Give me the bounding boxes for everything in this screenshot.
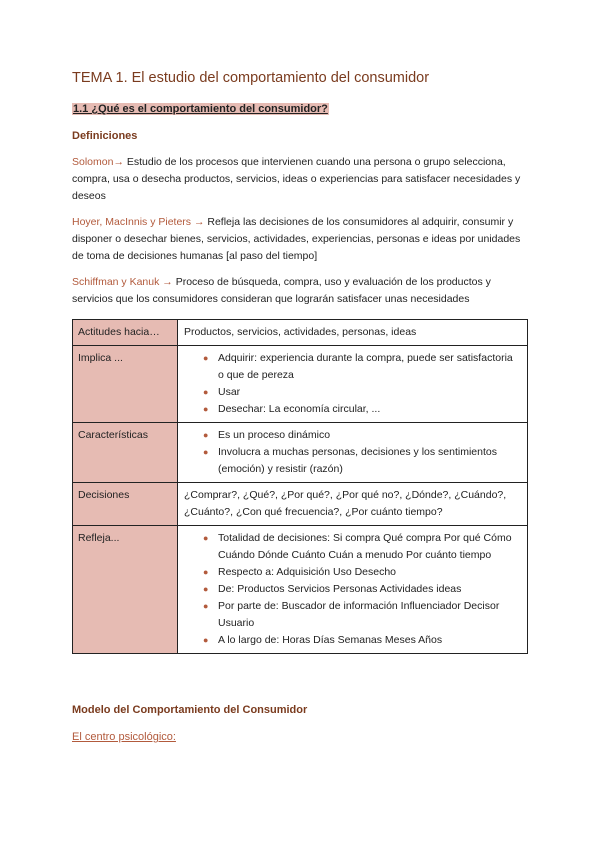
list-item: ● De: Productos Servicios Personas Actividades ideas	[184, 581, 521, 598]
row-label: Actitudes hacia…	[73, 320, 178, 346]
table-row	[73, 346, 528, 423]
list-item: ● Por parte de: Buscador de información Influenciador Decisor Usuario	[203, 600, 500, 629]
bullet-list	[184, 350, 521, 418]
bullet-icon: ●	[203, 404, 209, 414]
list-item: ● Desechar: La economía circular, ...	[184, 401, 521, 418]
definition-author: Solomon→	[72, 156, 124, 168]
centro-psicologico-link: El centro psicológico:	[72, 731, 176, 743]
bullet-list	[184, 427, 521, 478]
row-label: Características	[73, 423, 178, 483]
table-row	[73, 320, 528, 346]
list-item: ● A lo largo de: Horas Días Semanas Meses Años	[184, 632, 521, 649]
row-label: Implica ...	[73, 346, 178, 423]
bullet-icon: ●	[203, 567, 209, 577]
row-label: Refleja...	[73, 526, 178, 654]
definitions-heading: Definiciones	[72, 130, 138, 142]
bullet-list	[184, 530, 521, 649]
definition-hoyer	[72, 214, 528, 265]
definition-text: Refleja las decisiones de los consumidores al adquirir, consumir y disponer o desechar bienes, servicios, actividades, experiencias, personas e ideas por unidades de toma de decisiones humanas [al paso del tiempo]	[72, 216, 521, 262]
table-row	[73, 483, 528, 526]
list-item: ● Involucra a muchas personas, decisiones y los sentimientos (emoción) y resistir (razón)	[203, 446, 497, 475]
row-value: ¿Comprar?, ¿Qué?, ¿Por qué?, ¿Por qué no?, ¿Dónde?, ¿Cuándo?, ¿Cuánto?, ¿Con qué frecuencia?, ¿Por cuánto tiempo?	[178, 483, 528, 526]
section-heading: 1.1 ¿Qué es el comportamiento del consumidor?	[73, 103, 328, 115]
table-row	[73, 526, 528, 654]
bullet-icon: ●	[203, 584, 209, 594]
list-item: ● Es un proceso dinámico	[184, 427, 521, 444]
definition-author: Schiffman y Kanuk →	[72, 276, 173, 288]
row-value	[178, 423, 528, 483]
bullet-icon: ●	[203, 430, 209, 440]
row-value: Productos, servicios, actividades, personas, ideas	[178, 320, 528, 346]
bullet-icon: ●	[203, 533, 209, 543]
row-value	[178, 346, 528, 423]
definitions-table	[72, 319, 528, 654]
definition-author: Hoyer, MacInnis y Pieters →	[72, 216, 205, 228]
list-item: ● Respecto a: Adquisición Uso Desecho	[184, 564, 521, 581]
definition-text: Proceso de búsqueda, compra, uso y evaluación de los productos y servicios que los consumidores consideran que lograrán satisfacer unas necesidades	[72, 276, 491, 305]
bullet-icon: ●	[203, 387, 209, 397]
definition-schiffman	[72, 274, 528, 308]
list-item: ● Adquirir: experiencia durante la compra, puede ser satisfactoria o que de pereza	[203, 352, 513, 381]
bullet-icon: ●	[203, 447, 209, 457]
list-item: ● Usar	[184, 384, 521, 401]
bullet-icon: ●	[203, 635, 209, 645]
definition-solomon	[72, 154, 528, 205]
model-heading: Modelo del Comportamiento del Consumidor	[72, 704, 308, 716]
list-item: ● Totalidad de decisiones: Si compra Qué compra Por qué Cómo Cuándo Dónde Cuánto Cuán a menudo Por cuánto tiempo	[203, 532, 512, 561]
row-value	[178, 526, 528, 654]
table-row	[73, 423, 528, 483]
document-title: TEMA 1. El estudio del comportamiento del consumidor	[72, 70, 430, 86]
bullet-icon: ●	[203, 353, 209, 363]
bullet-icon: ●	[203, 601, 209, 611]
row-label: Decisiones	[73, 483, 178, 526]
definition-text: Estudio de los procesos que intervienen cuando una persona o grupo selecciona, compra, usa o desecha productos, servicios, ideas o experiencias para satisfacer necesidades y deseos	[72, 156, 521, 202]
